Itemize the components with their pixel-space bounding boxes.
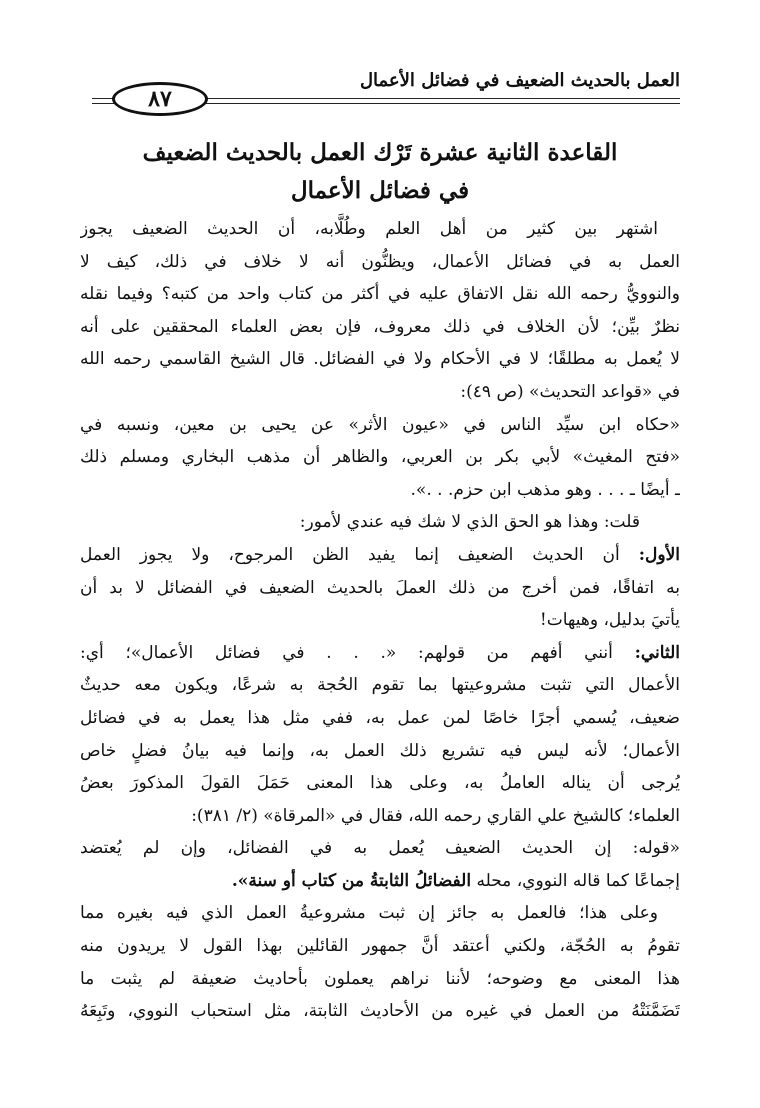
chapter-title [80, 134, 680, 210]
text-line: نظرٌ بيِّن؛ لأن الخلاف في ذلك معروف، فإن بعض العلماء المحققين على أنه [80, 316, 680, 337]
quote-line-bold-end [80, 865, 680, 898]
text-span: أنني أفهم من قولهم: «. . . في فضائل الأعمال»؛ أي: [80, 642, 613, 663]
text-line: لا يُعمل به مطلقًا؛ لا في الأحكام ولا في الفضائل. قال الشيخ القاسمي رحمه الله [80, 349, 680, 370]
text-line: الأعمال التي تثبت مشروعيتها بما تقوم الحُجة به شرعًا، ويكون معه حديثٌ [80, 675, 680, 696]
text-line-second-reason [80, 637, 680, 670]
text-line: يُرجى أن يناله العاملُ به، وعلى هذا المعنى حَمَلَ القولَ المذكورَ بعضُ [80, 773, 680, 794]
text-line: والنوويُّ رحمه الله نقل الاتفاق عليه في أكثر من كتاب واحد من كتبه؟ وفيما نقله [80, 284, 680, 305]
quote-line: «قوله: إن الحديث الضعيف يُعمل به في الفضائل، وإن لم يُعتضد [80, 838, 680, 859]
text-line: تَضَمَّنَتْهُ من العمل في غيره من الأحاديث الثابتة، مثل استحباب النووي، وتَبِعَهُ [80, 1001, 680, 1022]
text-line: به اتفاقًا، فمن أخرج من ذلك العملَ بالحديث الضعيف في الفضائل لا بد أن [80, 577, 680, 598]
text-line: الأعمال؛ لأنه ليس فيه تشريع ذلك العمل به، وإنما فيه بيانُ فضلٍ خاص [80, 740, 680, 761]
quote-line: ـ أيضًا ـ . . . وهو مذهب ابن حزم. . .». [410, 479, 680, 500]
body-text [80, 213, 680, 1028]
text-line: في «قواعد التحديث» (ص ٤٩): [460, 381, 680, 402]
chapter-title-line-1: القاعدة الثانية عشرة تَرْك العمل بالحديث الضعيف [142, 139, 618, 166]
text-span: إجماعًا كما قاله النووي، محله [476, 870, 680, 891]
page-number-badge: ٨٧ [112, 82, 208, 116]
text-line: قلت: وهذا هو الحق الذي لا شك فيه عندي لأمور: [299, 512, 640, 533]
text-line: هذا المعنى مع وضوحه؛ لأننا نراهم يعملون بأحاديث ضعيفة لم يثبت ما [80, 968, 680, 989]
label-second: الثاني: [634, 642, 680, 663]
text-line: ضعيف، يُسمي أجرًا خاصًا لمن عمل به، ففي مثل هذا يعمل به في فضائل [80, 707, 680, 728]
bold-phrase: الفضائلُ الثابتةُ من كتاب أو سنة [248, 870, 472, 891]
text-line: وعلى هذا؛ فالعمل به جائز إن ثبت مشروعيةُ العمل الذي فيه بغيره مما [80, 903, 658, 924]
text-line: يأتيَ بدليل، وهيهات! [539, 610, 680, 631]
text-line: تقومُ به الحُجّة، ولكني أعتقد أنَّ جمهور القائلين بهذا القول لا يريدون منه [80, 936, 680, 957]
label-first: الأول: [638, 544, 680, 565]
bold-phrase-end: ». [231, 870, 249, 891]
quote-line: «فتح المغيث» لأبي بكر بن العربي، والظاهر أن مذهب البخاري ومسلم ذلك [80, 447, 680, 468]
text-line: العمل به في فضائل الأعمال، ويظنُّون أنه لا خلاف في ذلك، كيف لا [80, 251, 680, 272]
running-header-title: العمل بالحديث الضعيف في فضائل الأعمال [359, 70, 680, 91]
quote-line: «حكاه ابن سيِّد الناس في «عيون الأثر» عن يحيى بن معين، ونسبه في [80, 414, 680, 435]
text-line: اشتهر بين كثير من أهل العلم وطُلَّابه، أن الحديث الضعيف يجوز [80, 219, 658, 239]
text-span: أن الحديث الضعيف إنما يفيد الظن المرجوح، ولا يجوز العمل [80, 544, 620, 565]
text-line-first-reason [80, 539, 680, 572]
chapter-title-line-2: في فضائل الأعمال [290, 177, 470, 204]
text-line: العلماء؛ كالشيخ علي القاري رحمه الله، فقال في «المرقاة» (٢/ ٣٨١): [191, 805, 680, 826]
